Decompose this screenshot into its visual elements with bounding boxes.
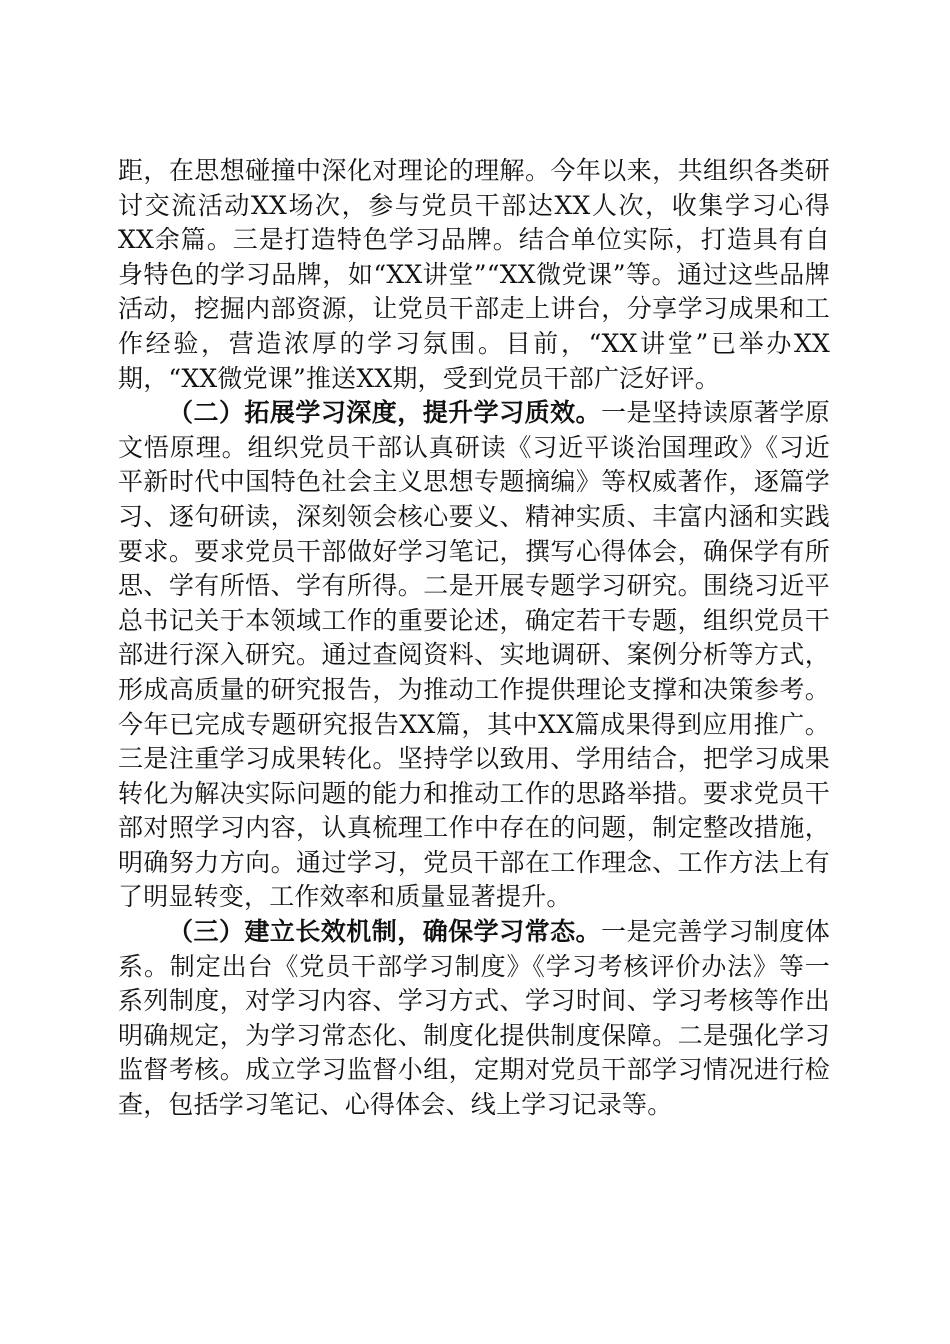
document-body [118,154,830,1123]
section-heading-3: （三）建立长效机制，确保学习常态。 [168,917,602,947]
paragraph-section-2 [118,396,830,915]
section-heading-2: （二）拓展学习深度，提升学习质效。 [168,398,602,428]
paragraph-continuation [118,154,830,396]
paragraph-section-3 [118,915,830,1123]
paragraph-body-text: 距，在思想碰撞中深化对理论的理解。今年以来，共组织各类研讨交流活动XX场次，参与党员干部达XX人次，收集学习心得XX余篇。三是打造特色学习品牌。结合单位实际，打造具有自身特色的学习品牌，如“XX讲堂”“XX微党课”等。通过这些品牌活动，挖掘内部资源，让党员干部走上讲台，分享学习成果和工作经验，营造浓厚的学习氛围。目前，“XX讲堂”已举办XX期，“XX微党课”推送XX期，受到党员干部广泛好评。 [118,156,830,393]
paragraph-body-text: 一是坚持读原著学原文悟原理。组织党员干部认真研读《习近平谈治国理政》《习近平新时代中国特色社会主义思想专题摘编》等权威著作，逐篇学习、逐句研读，深刻领会核心要义、精神实质、丰富内涵和实践要求。要求党员干部做好学习笔记，撰写心得体会，确保学有所思、学有所悟、学有所得。二是开展专题学习研究。围绕习近平总书记关于本领域工作的重要论述，确定若干专题，组织党员干部进行深入研究。通过查阅资料、实地调研、案例分析等方式，形成高质量的研究报告，为推动工作提供理论支撑和决策参考。今年已完成专题研究报告XX篇，其中XX篇成果得到应用推广。三是注重学习成果转化。坚持学以致用、学用结合，把学习成果转化为解决实际问题的能力和推动工作的思路举措。要求党员干部对照学习内容，认真梳理工作中存在的问题，制定整改措施，明确努力方向。通过学习，党员干部在工作理念、工作方法上有了明显转变，工作效率和质量显著提升。 [118,398,830,912]
paragraph-body-text: 一是完善学习制度体系。制定出台《党员干部学习制度》《学习考核评价办法》等一系列制度，对学习内容、学习方式、学习时间、学习考核等作出明确规定，为学习常态化、制度化提供制度保障。二是强化学习监督考核。成立学习监督小组，定期对党员干部学习情况进行检查，包括学习笔记、心得体会、线上学习记录等。 [118,917,830,1120]
